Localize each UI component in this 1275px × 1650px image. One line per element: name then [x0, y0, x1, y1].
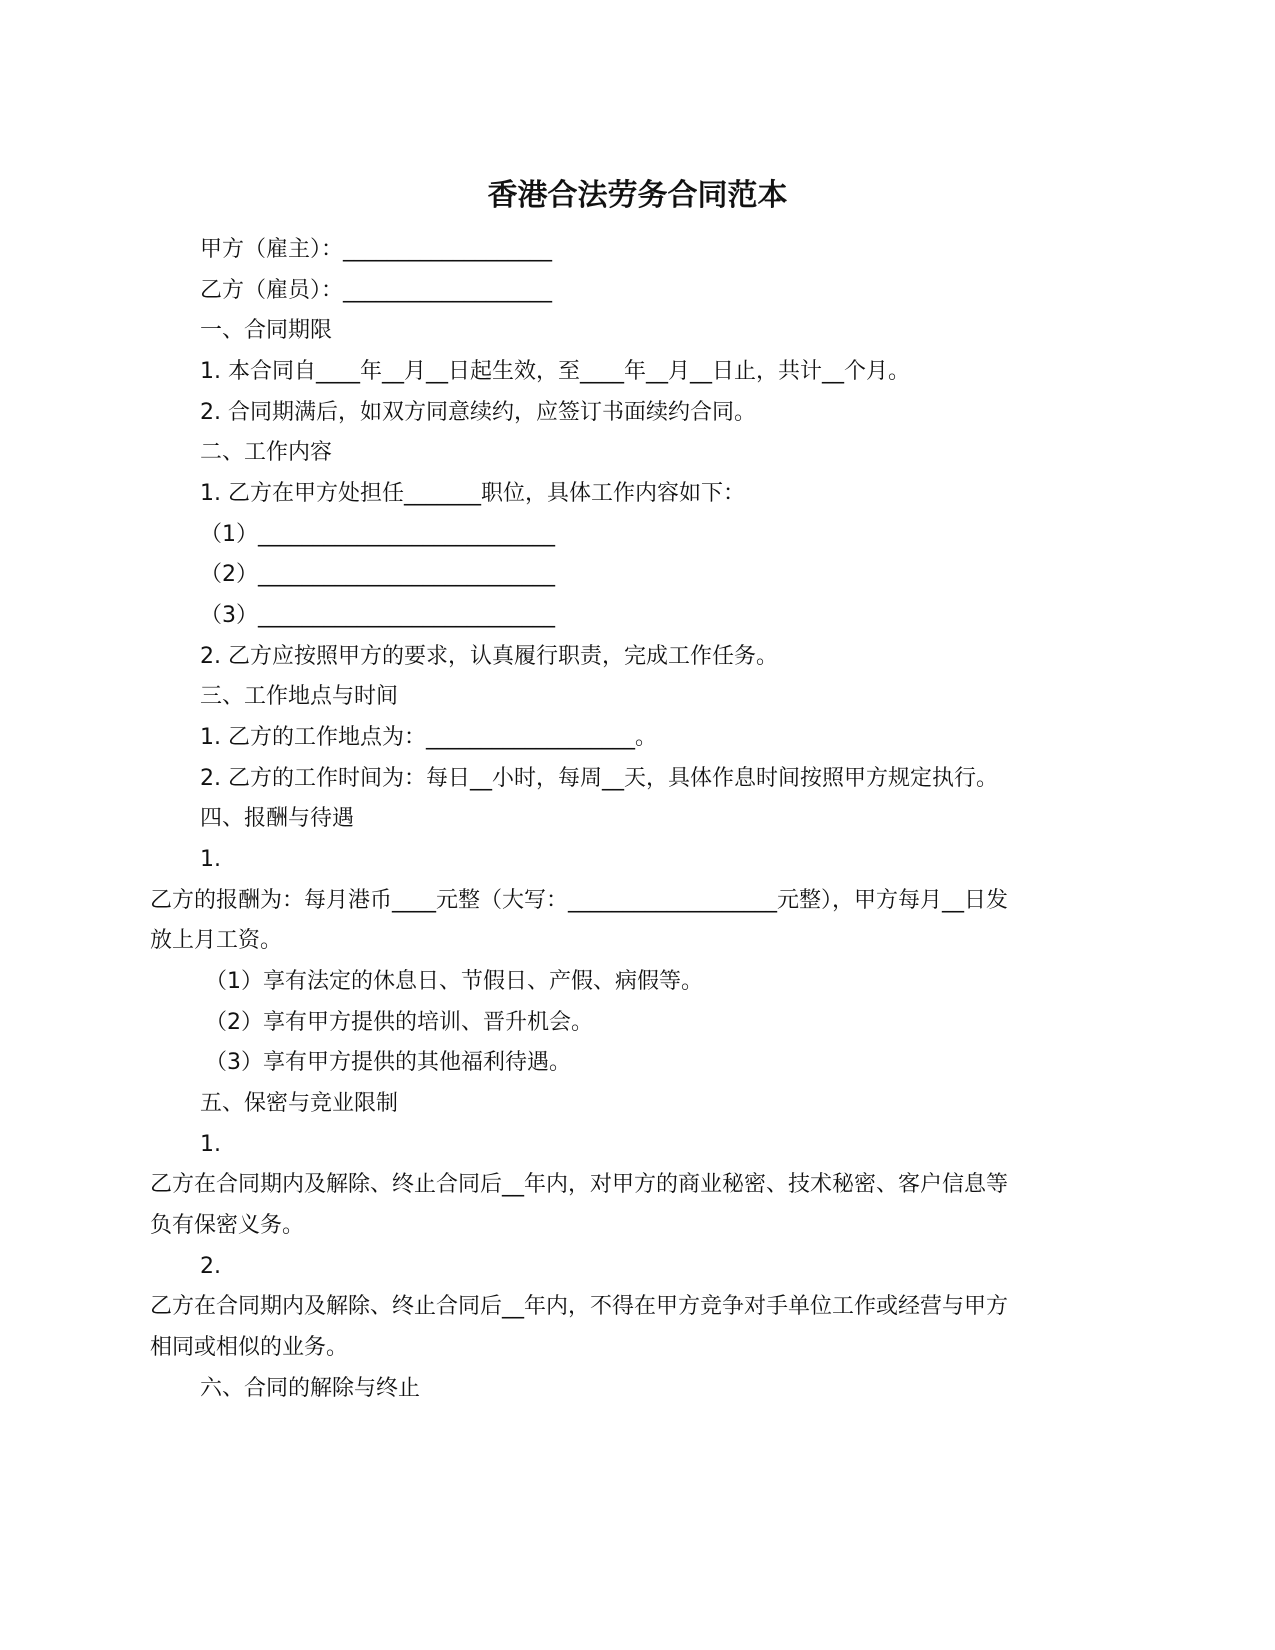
clause-term-1: 1. 本合同自____年__月__日起生效，至____年__月__日止，共计__个月。	[200, 359, 910, 384]
benefit-item-1: （1）享有法定的休息日、节假日、产假、病假等。	[205, 969, 703, 994]
clause-work-1: 1. 乙方在甲方处担任_______职位，具体工作内容如下：	[200, 481, 745, 506]
party-a-line: 甲方（雇主）：___________________	[200, 237, 553, 262]
document-title: 香港合法劳务合同范本	[487, 178, 788, 213]
clause-confidentiality-1-text: 乙方在合同期内及解除、终止合同后__年内，对甲方的商业秘密、技术秘密、客户信息等	[150, 1172, 1009, 1197]
clause-confidentiality-2-text-cont: 相同或相似的业务。	[150, 1335, 349, 1360]
clause-term-2: 2. 合同期满后，如双方同意续约，应签订书面续约合同。	[200, 400, 756, 425]
clause-confidentiality-1-number: 1.	[200, 1132, 221, 1157]
section-heading-termination: 六、合同的解除与终止	[200, 1376, 421, 1401]
section-heading-pay: 四、报酬与待遇	[200, 806, 355, 831]
clause-pay-text-cont: 放上月工资。	[150, 928, 283, 953]
clause-place: 1. 乙方的工作地点为：___________________。	[200, 725, 657, 750]
work-item-1: （1）___________________________	[200, 522, 555, 547]
benefit-item-3: （3）享有甲方提供的其他福利待遇。	[205, 1050, 571, 1075]
section-heading-term: 一、合同期限	[200, 318, 333, 343]
clause-time: 2. 乙方的工作时间为：每日__小时，每周__天，具体作息时间按照甲方规定执行。	[200, 766, 998, 791]
benefit-item-2: （2）享有甲方提供的培训、晋升机会。	[205, 1010, 593, 1035]
section-heading-place-time: 三、工作地点与时间	[200, 684, 399, 709]
clause-confidentiality-2-text: 乙方在合同期内及解除、终止合同后__年内，不得在甲方竞争对手单位工作或经营与甲方	[150, 1294, 1009, 1319]
clause-pay-text: 乙方的报酬为：每月港币____元整（大写：___________________元整），甲方每月__日发	[150, 888, 1009, 913]
clause-pay-number: 1.	[200, 847, 221, 872]
section-heading-work: 二、工作内容	[200, 440, 333, 465]
section-heading-confidentiality: 五、保密与竞业限制	[200, 1091, 399, 1116]
clause-work-2: 2. 乙方应按照甲方的要求，认真履行职责，完成工作任务。	[200, 644, 778, 669]
party-b-line: 乙方（雇员）：___________________	[200, 278, 553, 303]
clause-confidentiality-2-number: 2.	[200, 1254, 221, 1279]
clause-confidentiality-1-text-cont: 负有保密义务。	[150, 1213, 305, 1238]
work-item-2: （2）___________________________	[200, 562, 555, 587]
work-item-3: （3）___________________________	[200, 603, 555, 628]
